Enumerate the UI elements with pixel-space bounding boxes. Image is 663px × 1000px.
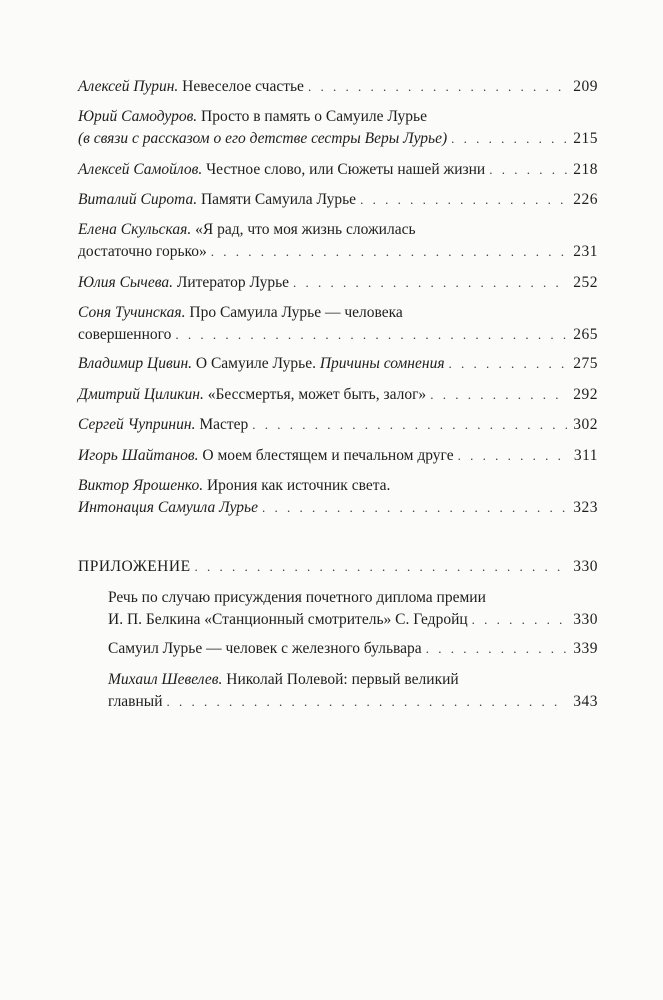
entry-title-continued: совершенного <box>78 326 172 343</box>
page-number: 311 <box>573 447 598 464</box>
toc-entry-line <box>78 302 598 324</box>
page-number: 265 <box>573 326 598 343</box>
entry-author: Игорь Шайтанов. <box>78 447 199 464</box>
toc-entry-text <box>78 353 445 375</box>
entry-author: Владимир Цивин. <box>78 355 193 372</box>
dot-leader <box>472 609 568 631</box>
dot-leader <box>360 189 567 211</box>
page-number: 330 <box>573 611 598 628</box>
toc-entry[interactable] <box>78 445 598 467</box>
dot-leader <box>262 497 567 519</box>
page-number: 323 <box>573 499 598 516</box>
toc-entry-line <box>78 159 598 181</box>
toc-entry-line <box>108 609 598 631</box>
entry-title: О Самуиле Лурье. <box>195 355 316 372</box>
toc-entry[interactable] <box>78 475 598 519</box>
entry-title: Мастер <box>199 416 249 433</box>
toc-entry-text <box>78 384 426 406</box>
entry-title: «Я рад, что моя жизнь сложилась <box>195 221 416 238</box>
page-number: 226 <box>573 191 598 208</box>
entry-title: Ирония как источник света. <box>206 477 391 494</box>
entry-author: Дмитрий Циликин. <box>78 386 204 403</box>
entry-author: Соня Тучинская. <box>78 304 186 321</box>
dot-leader <box>175 324 567 346</box>
page-number: 339 <box>573 640 598 657</box>
dot-leader <box>430 384 567 406</box>
dot-leader <box>195 556 568 578</box>
toc-entry-line <box>108 669 598 691</box>
entry-author: Виталий Сирота. <box>78 191 198 208</box>
toc-entry-line <box>108 638 598 660</box>
toc-entry[interactable] <box>78 76 598 98</box>
toc-entry-text <box>78 159 485 181</box>
entry-author: Сергей Чупринин. <box>78 416 196 433</box>
entry-author: Елена Скульская. <box>78 221 192 238</box>
toc-entry[interactable] <box>78 414 598 436</box>
toc-entry[interactable] <box>78 384 598 406</box>
toc-entry-text <box>78 189 356 211</box>
entry-title: Самуил Лурье — человек с железного бульвара <box>108 640 422 657</box>
page-number: 209 <box>573 78 598 95</box>
entry-title: Памяти Самуила Лурье <box>200 191 357 208</box>
page-number: 252 <box>573 274 598 291</box>
toc-entry-text <box>78 76 304 98</box>
appendix-heading[interactable] <box>78 556 598 578</box>
entry-author: Виктор Ярошенко. <box>78 477 204 494</box>
toc-entry-line <box>108 691 598 713</box>
toc-entry[interactable] <box>78 353 598 375</box>
toc-entry-line <box>78 189 598 211</box>
page-number: 330 <box>573 558 598 575</box>
page-number: 343 <box>573 693 598 710</box>
entry-author: Михаил Шевелев. <box>108 671 223 688</box>
toc-entry-line <box>78 353 598 375</box>
toc-entry-line <box>78 241 598 263</box>
toc-entry-text <box>78 272 289 294</box>
entry-author: Юрий Самодуров. <box>78 108 198 125</box>
dot-leader <box>308 76 567 98</box>
page-number: 231 <box>573 243 598 260</box>
toc-entry-line <box>78 219 598 241</box>
entry-title: Про Самуила Лурье — человека <box>189 304 403 321</box>
toc-entry-line <box>78 384 598 406</box>
page-number: 292 <box>573 386 598 403</box>
entry-title-italic: Интонация Самуила Лурье <box>78 499 258 516</box>
page-number: 218 <box>573 161 598 178</box>
appendix-entry[interactable] <box>108 638 598 660</box>
dot-leader <box>211 241 567 263</box>
entry-title-continued: достаточно горько» <box>78 243 207 260</box>
entry-title: Просто в память о Самуиле Лурье <box>201 108 427 125</box>
toc-entry[interactable] <box>78 159 598 181</box>
dot-leader <box>167 691 568 713</box>
entry-author: Алексей Самойлов. <box>78 161 203 178</box>
entry-title-continued: главный <box>108 693 163 710</box>
toc-entry-line <box>78 556 598 578</box>
toc-entry-line <box>78 272 598 294</box>
dot-leader <box>489 159 567 181</box>
toc-entry-line <box>78 128 598 150</box>
page-number: 302 <box>573 416 598 433</box>
toc-entry-text <box>78 445 454 467</box>
appendix-entry[interactable] <box>108 587 598 631</box>
toc-entry-line <box>78 475 598 497</box>
toc-entry[interactable] <box>78 272 598 294</box>
entry-title-continued: И. П. Белкина «Станционный смотритель» С. Гедройц <box>108 611 468 628</box>
page-number: 275 <box>573 355 598 372</box>
dot-leader <box>252 414 567 436</box>
toc-entry-line <box>78 497 598 519</box>
dot-leader <box>449 353 568 375</box>
dot-leader <box>458 445 568 467</box>
entry-author: Юлия Сычева. <box>78 274 173 291</box>
appendix-title: ПРИЛОЖЕНИЕ <box>78 558 191 575</box>
toc-entry-line <box>78 324 598 346</box>
dot-leader <box>426 638 568 660</box>
toc-entry-line: Речь по случаю присуждения почетного диплома премии <box>108 589 486 606</box>
entry-title: «Бессмертья, может быть, залог» <box>207 386 427 403</box>
entry-author: Алексей Пурин. <box>78 78 179 95</box>
toc-entry[interactable] <box>78 302 598 346</box>
toc-entry[interactable] <box>78 189 598 211</box>
dot-leader <box>293 272 567 294</box>
entry-title-italic: Причины сомнения <box>319 355 445 372</box>
dot-leader <box>451 128 567 150</box>
toc-entry-line <box>78 445 598 467</box>
entry-title: Невеселое счастье <box>182 78 304 95</box>
entry-title: Честное слово, или Сюжеты нашей жизни <box>206 161 486 178</box>
page-number: 215 <box>573 130 598 147</box>
toc-entry[interactable] <box>78 106 598 150</box>
toc-entry-text <box>78 414 248 436</box>
entry-title: Николай Полевой: первый великий <box>226 671 459 688</box>
toc-entry-line <box>78 76 598 98</box>
appendix-entry[interactable] <box>108 669 598 713</box>
toc-entry-line <box>78 106 598 128</box>
toc-entry-line <box>78 414 598 436</box>
entry-title: Литератор Лурье <box>176 274 290 291</box>
entry-subtitle: (в связи с рассказом о его детстве сестры Веры Лурье) <box>78 130 448 147</box>
toc-entry[interactable] <box>78 219 598 263</box>
entry-title: О моем блестящем и печальном друге <box>202 447 454 464</box>
